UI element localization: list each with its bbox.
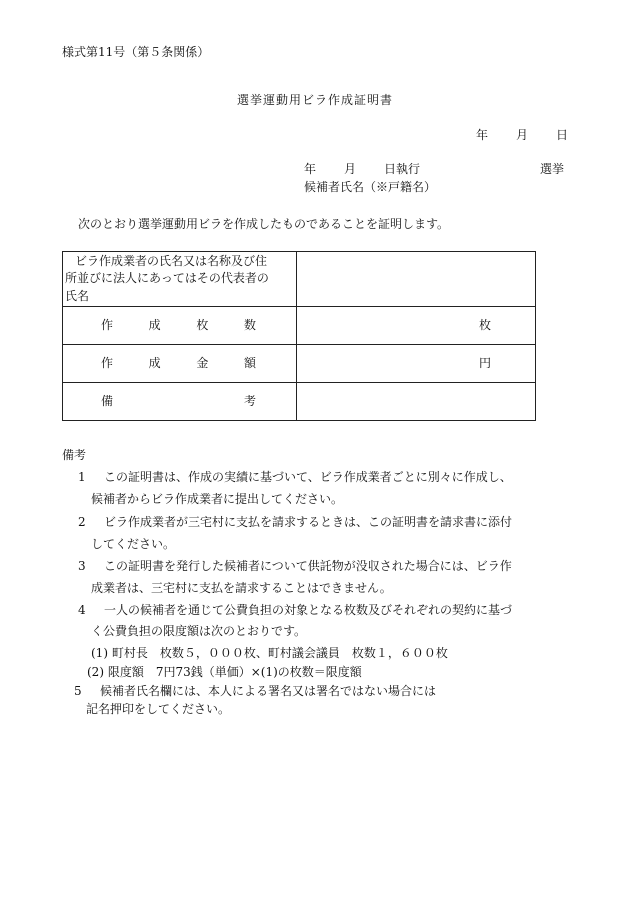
label-char: 枚 — [196, 318, 209, 333]
note-item — [74, 683, 436, 700]
table-row — [63, 383, 536, 421]
note-continuation: 候補者からビラ作成業者に提出してください。 — [91, 492, 344, 506]
note-number: 4 — [78, 603, 86, 617]
note-item — [78, 514, 512, 531]
note-number: 3 — [78, 559, 86, 573]
note-continuation: 成業者は、三宅村に支払を請求することはできません。 — [91, 581, 392, 595]
label-char: 考 — [243, 394, 256, 409]
election-suffix: 選挙 — [539, 162, 564, 176]
note-continuation: してください。 — [91, 537, 176, 551]
note-text: 一人の候補者を通じて公費負担の対象となる枚数及びそれぞれの契約に基づ — [104, 603, 513, 617]
remarks-field[interactable] — [297, 383, 536, 421]
form-number: 様式第11号（第５条関係） — [62, 45, 210, 59]
sub-note: (1) 町村長 枚数５，０００枚、町村議会議員 枚数１，６００枚 — [91, 646, 448, 660]
label-char: 作 — [101, 356, 114, 371]
table-row — [63, 307, 536, 345]
date-month: 月 — [515, 128, 528, 142]
sub-note: (2) 限度額 7円73銭（単価）×(1)の枚数＝限度額 — [87, 665, 362, 679]
vendor-name-field[interactable] — [297, 252, 536, 307]
note-item — [78, 602, 512, 619]
certificate-table — [62, 251, 536, 421]
quantity-label — [63, 307, 297, 345]
label-char: 額 — [243, 356, 256, 371]
election-year: 年 — [304, 162, 317, 176]
remarks-label — [63, 383, 297, 421]
note-number: 5 — [74, 684, 82, 698]
note-text: この証明書は、作成の実績に基づいて、ビラ作成業者ごとに別々に作成し、 — [104, 470, 512, 484]
note-number: 2 — [78, 515, 86, 529]
note-continuation: 記名押印をしてください。 — [86, 702, 231, 716]
amount-field[interactable] — [297, 345, 536, 383]
vendor-label-line: ビラ作成業者の氏名又は名称及び住 — [75, 254, 268, 268]
note-number: 1 — [78, 470, 86, 484]
date-year: 年 — [475, 128, 488, 142]
amount-label — [63, 345, 297, 383]
label-char: 金 — [196, 356, 209, 371]
note-text: 候補者氏名欄には、本人による署名又は署名ではない場合には — [100, 684, 437, 698]
certification-statement: 次のとおり選挙運動用ビラを作成したものであることを証明します。 — [78, 217, 450, 231]
document-title: 選挙運動用ビラ作成証明書 — [236, 93, 393, 107]
issue-date — [476, 127, 568, 144]
label-char: 成 — [148, 318, 161, 333]
vendor-label-line: 所並びに法人にあってはその代表者の — [65, 271, 269, 286]
note-continuation: く公費負担の限度額は次のとおりです。 — [91, 624, 307, 638]
amount-unit: 円 — [478, 356, 491, 371]
table-row — [63, 345, 536, 383]
vendor-label-line: 氏名 — [65, 288, 90, 303]
note-item — [78, 558, 512, 575]
election-month: 月 — [344, 162, 357, 176]
label-char: 数 — [243, 318, 256, 333]
label-char: 備 — [101, 394, 114, 409]
election-day: 日執行 — [384, 162, 421, 176]
notes-heading: 備考 — [62, 448, 87, 462]
label-char: 作 — [101, 318, 114, 333]
note-item — [78, 469, 512, 486]
date-day: 日 — [555, 128, 568, 142]
quantity-unit: 枚 — [478, 318, 491, 333]
election-date-line — [304, 161, 564, 178]
label-char: 成 — [148, 356, 161, 371]
vendor-name-label — [63, 252, 297, 307]
note-text: ビラ作成業者が三宅村に支払を請求するときは、この証明書を請求書に添付 — [104, 515, 513, 529]
quantity-field[interactable] — [297, 307, 536, 345]
candidate-name-label: 候補者氏名（※戸籍名） — [304, 180, 437, 194]
note-text: この証明書を発行した候補者について供託物が没収された場合には、ビラ作 — [104, 559, 512, 573]
table-row — [63, 252, 536, 307]
